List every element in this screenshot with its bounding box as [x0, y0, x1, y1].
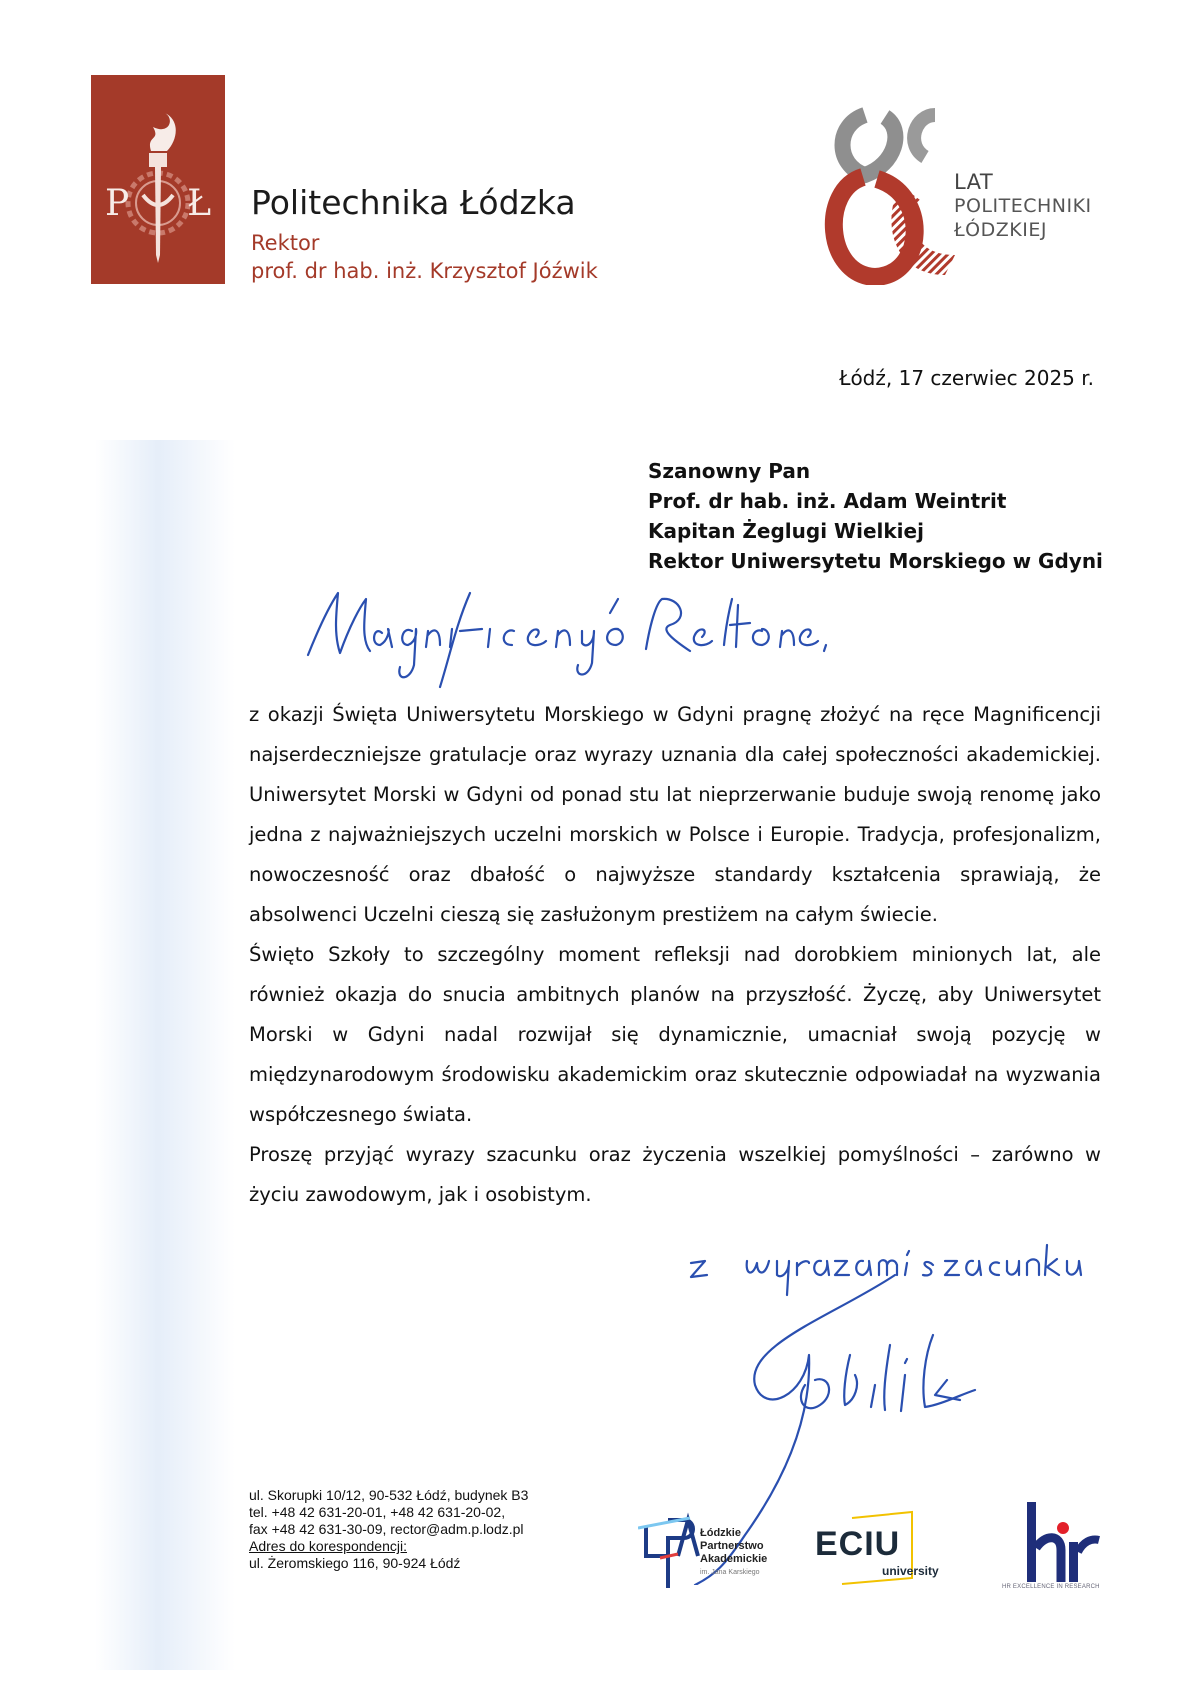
university-logo	[91, 75, 225, 284]
addressee-line-3: Kapitan Żeglugi Wielkiej	[648, 519, 924, 543]
logo-letter-left: P	[105, 183, 130, 224]
eciu-subtitle: university	[882, 1564, 939, 1578]
lpa-subtitle: im. Jana Karskiego	[700, 1569, 760, 1576]
letter-body	[249, 695, 1101, 1215]
anniversary-line-2: POLITECHNIKI	[954, 195, 1092, 217]
logo-letter-right: Ł	[187, 183, 212, 224]
lpa-line-3: Akademickie	[700, 1553, 768, 1565]
letter-date: Łódź, 17 czerwiec 2025 r.	[839, 366, 1094, 390]
anniversary-number: 80	[815, 105, 817, 106]
footer-address-line: ul. Skorupki 10/12, 90-532 Łódź, budynek B3	[249, 1487, 529, 1503]
footer-correspondence-label: Adres do korespondencji:	[249, 1538, 407, 1554]
footer-phone: tel. +48 42 631-20-01, +48 42 631-20-02,	[249, 1504, 506, 1520]
eciu-wordmark: ECIU	[815, 1525, 901, 1563]
anniversary-line-3: ŁÓDZKIEJ	[954, 219, 1047, 241]
university-name: Politechnika Łódzka	[251, 183, 576, 222]
anniversary-line-1: LAT	[954, 170, 994, 194]
handwritten-salutation	[300, 585, 880, 690]
addressee-line-4: Rektor Uniwersytetu Morskiego w Gdyni	[648, 549, 1103, 573]
hr-excellence-logo	[1005, 1498, 1115, 1598]
body-paragraph-2: Święto Szkoły to szczególny moment refleksji nad dorobkiem minionych lat, ale również okazja do snucia ambitnych planów na przyszłość. Życzę, aby Uniwersytet Morski w Gdyni nadal rozwijał się dynamicznie, umacniał swoją pozycję w międzynarodowym środowisku akademickim oraz skutecznie odpowiadał na wyzwania współczesnego świata.	[249, 943, 1101, 1126]
addressee-line-1: Szanowny Pan	[648, 459, 811, 483]
footer-address	[249, 1487, 528, 1572]
role-title: Rektor	[251, 231, 320, 255]
footer-correspondence-address: ul. Żeromskiego 116, 90-924 Łódź	[249, 1555, 461, 1571]
lpa-text	[700, 1527, 767, 1579]
university-emblem-icon	[91, 75, 225, 284]
hr-subtitle: HR EXCELLENCE IN RESEARCH	[1002, 1584, 1100, 1590]
lpa-line-1: Łódzkie	[700, 1527, 741, 1539]
body-paragraph-3: Proszę przyjąć wyrazy szacunku oraz życzenia wszelkiej pomyślności – zarówno w życiu zawodowym, jak i osobistym.	[249, 1143, 1101, 1206]
addressee-line-2: Prof. dr hab. inż. Adam Weintrit	[648, 489, 1007, 513]
rector-name: prof. dr hab. inż. Krzysztof Jóźwik	[251, 259, 598, 283]
lpa-line-2: Partnerstwo	[700, 1540, 764, 1552]
addressee-block	[648, 456, 1103, 576]
background-band	[95, 440, 235, 1670]
footer-fax-email: fax +48 42 631-30-09, rector@adm.p.lodz.pl	[249, 1521, 524, 1537]
body-paragraph-1: z okazji Święta Uniwersytetu Morskiego w Gdyni pragnę złożyć na ręce Magnificencji najserdeczniejsze gratulacje oraz wyrazy uznania dla całej społeczności akademickiej. Uniwersytet Morski w Gdyni od ponad stu lat nieprzerwanie buduje swoją renomę jako jedna z najważniejszych uczelni morskich w Polsce i Europie. Tradycja, profesjonalizm, nowoczesność oraz dbałość o najwyższe standardy kształcenia sprawiają, że absolwenci Uczelni cieszą się zasłużonym prestiżem na całym świecie.	[249, 703, 1101, 926]
anniversary-text	[954, 170, 1092, 242]
